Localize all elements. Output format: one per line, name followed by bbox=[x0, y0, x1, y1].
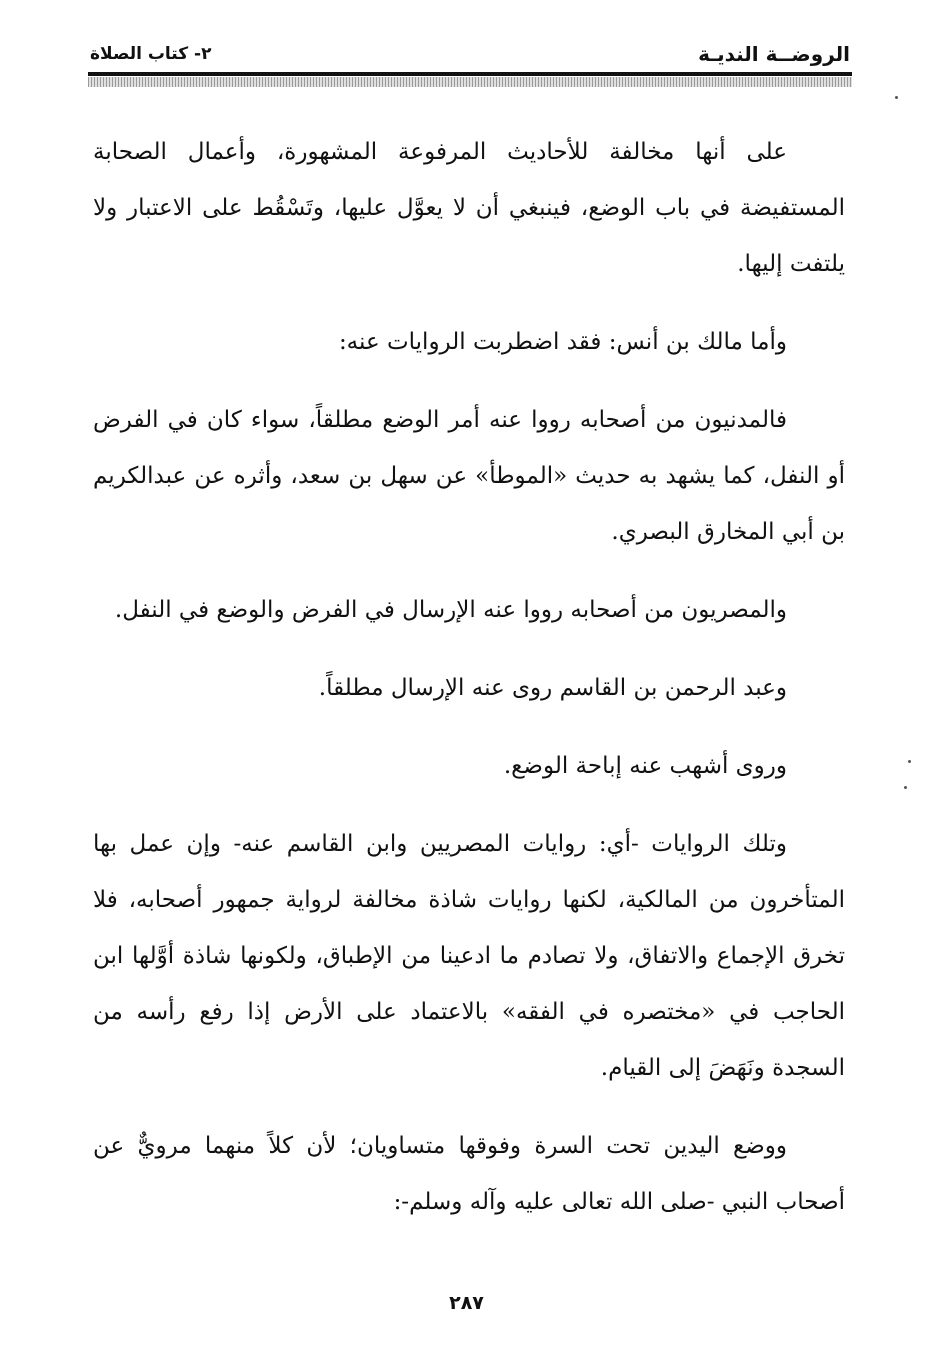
paragraph-7: وتلك الروايات -أي: روايات المصريين وابن القاسم عنه- وإن عمل بها المتأخرون من المالكية، لكنها روايات شاذة مخالفة لرواية جمهور أصحابه، فلا تخرق الإجماع والاتفاق، ولا تصادم ما ادعينا من الإطباق، ولكونها شاذة أوَّلها ابن الحاجب في «مختصره في الفقه» بالاعتماد على الأرض إذا رفع رأسه من السجدة ونَهَضَ إلى القيام. bbox=[93, 831, 845, 1081]
paragraph-5: وعبد الرحمن بن القاسم روى عنه الإرسال مطلقاً. bbox=[318, 675, 787, 701]
paragraph-4: والمصريون من أصحابه رووا عنه الإرسال في الفرض والوضع في النفل. bbox=[114, 597, 787, 623]
scan-speck bbox=[908, 760, 911, 763]
paragraph-6: وروى أشهب عنه إباحة الوضع. bbox=[503, 753, 787, 779]
paragraph-3: فالمدنيون من أصحابه رووا عنه أمر الوضع مطلقاً، سواء كان في الفرض أو النفل، كما يشهد به حديث «الموطأ» عن سهل بن سعد، وأثره عن عبدالكريم بن أبي المخارق البصري. bbox=[93, 407, 845, 545]
chapter-title: ٢- كتاب الصلاة bbox=[90, 44, 212, 64]
paragraph-1: على أنها مخالفة للأحاديث المرفوعة المشهورة، وأعمال الصحابة المستفيضة في باب الوضع، فينبغي أن لا يعوَّل عليها، وتَسْقُط على الاعتبار ولا يلتفت إليها. bbox=[93, 139, 845, 277]
scan-speck bbox=[904, 786, 907, 789]
header-shade-band bbox=[88, 77, 852, 87]
paragraph-2: وأما مالك بن أنس: فقد اضطربت الروايات عنه: bbox=[338, 329, 787, 355]
page-number: ٢٨٧ bbox=[449, 1292, 484, 1314]
running-header bbox=[90, 38, 850, 72]
body-text bbox=[93, 124, 845, 1230]
header-rule bbox=[88, 72, 852, 76]
scan-speck bbox=[895, 96, 898, 99]
paragraph-8: ووضع اليدين تحت السرة وفوقها متساويان؛ لأن كلاً منهما مرويٌّ عن أصحاب النبي -صلى الله تعالى عليه وآله وسلم-: bbox=[93, 1133, 845, 1215]
book-title: الروضــة النديـة bbox=[698, 42, 850, 66]
